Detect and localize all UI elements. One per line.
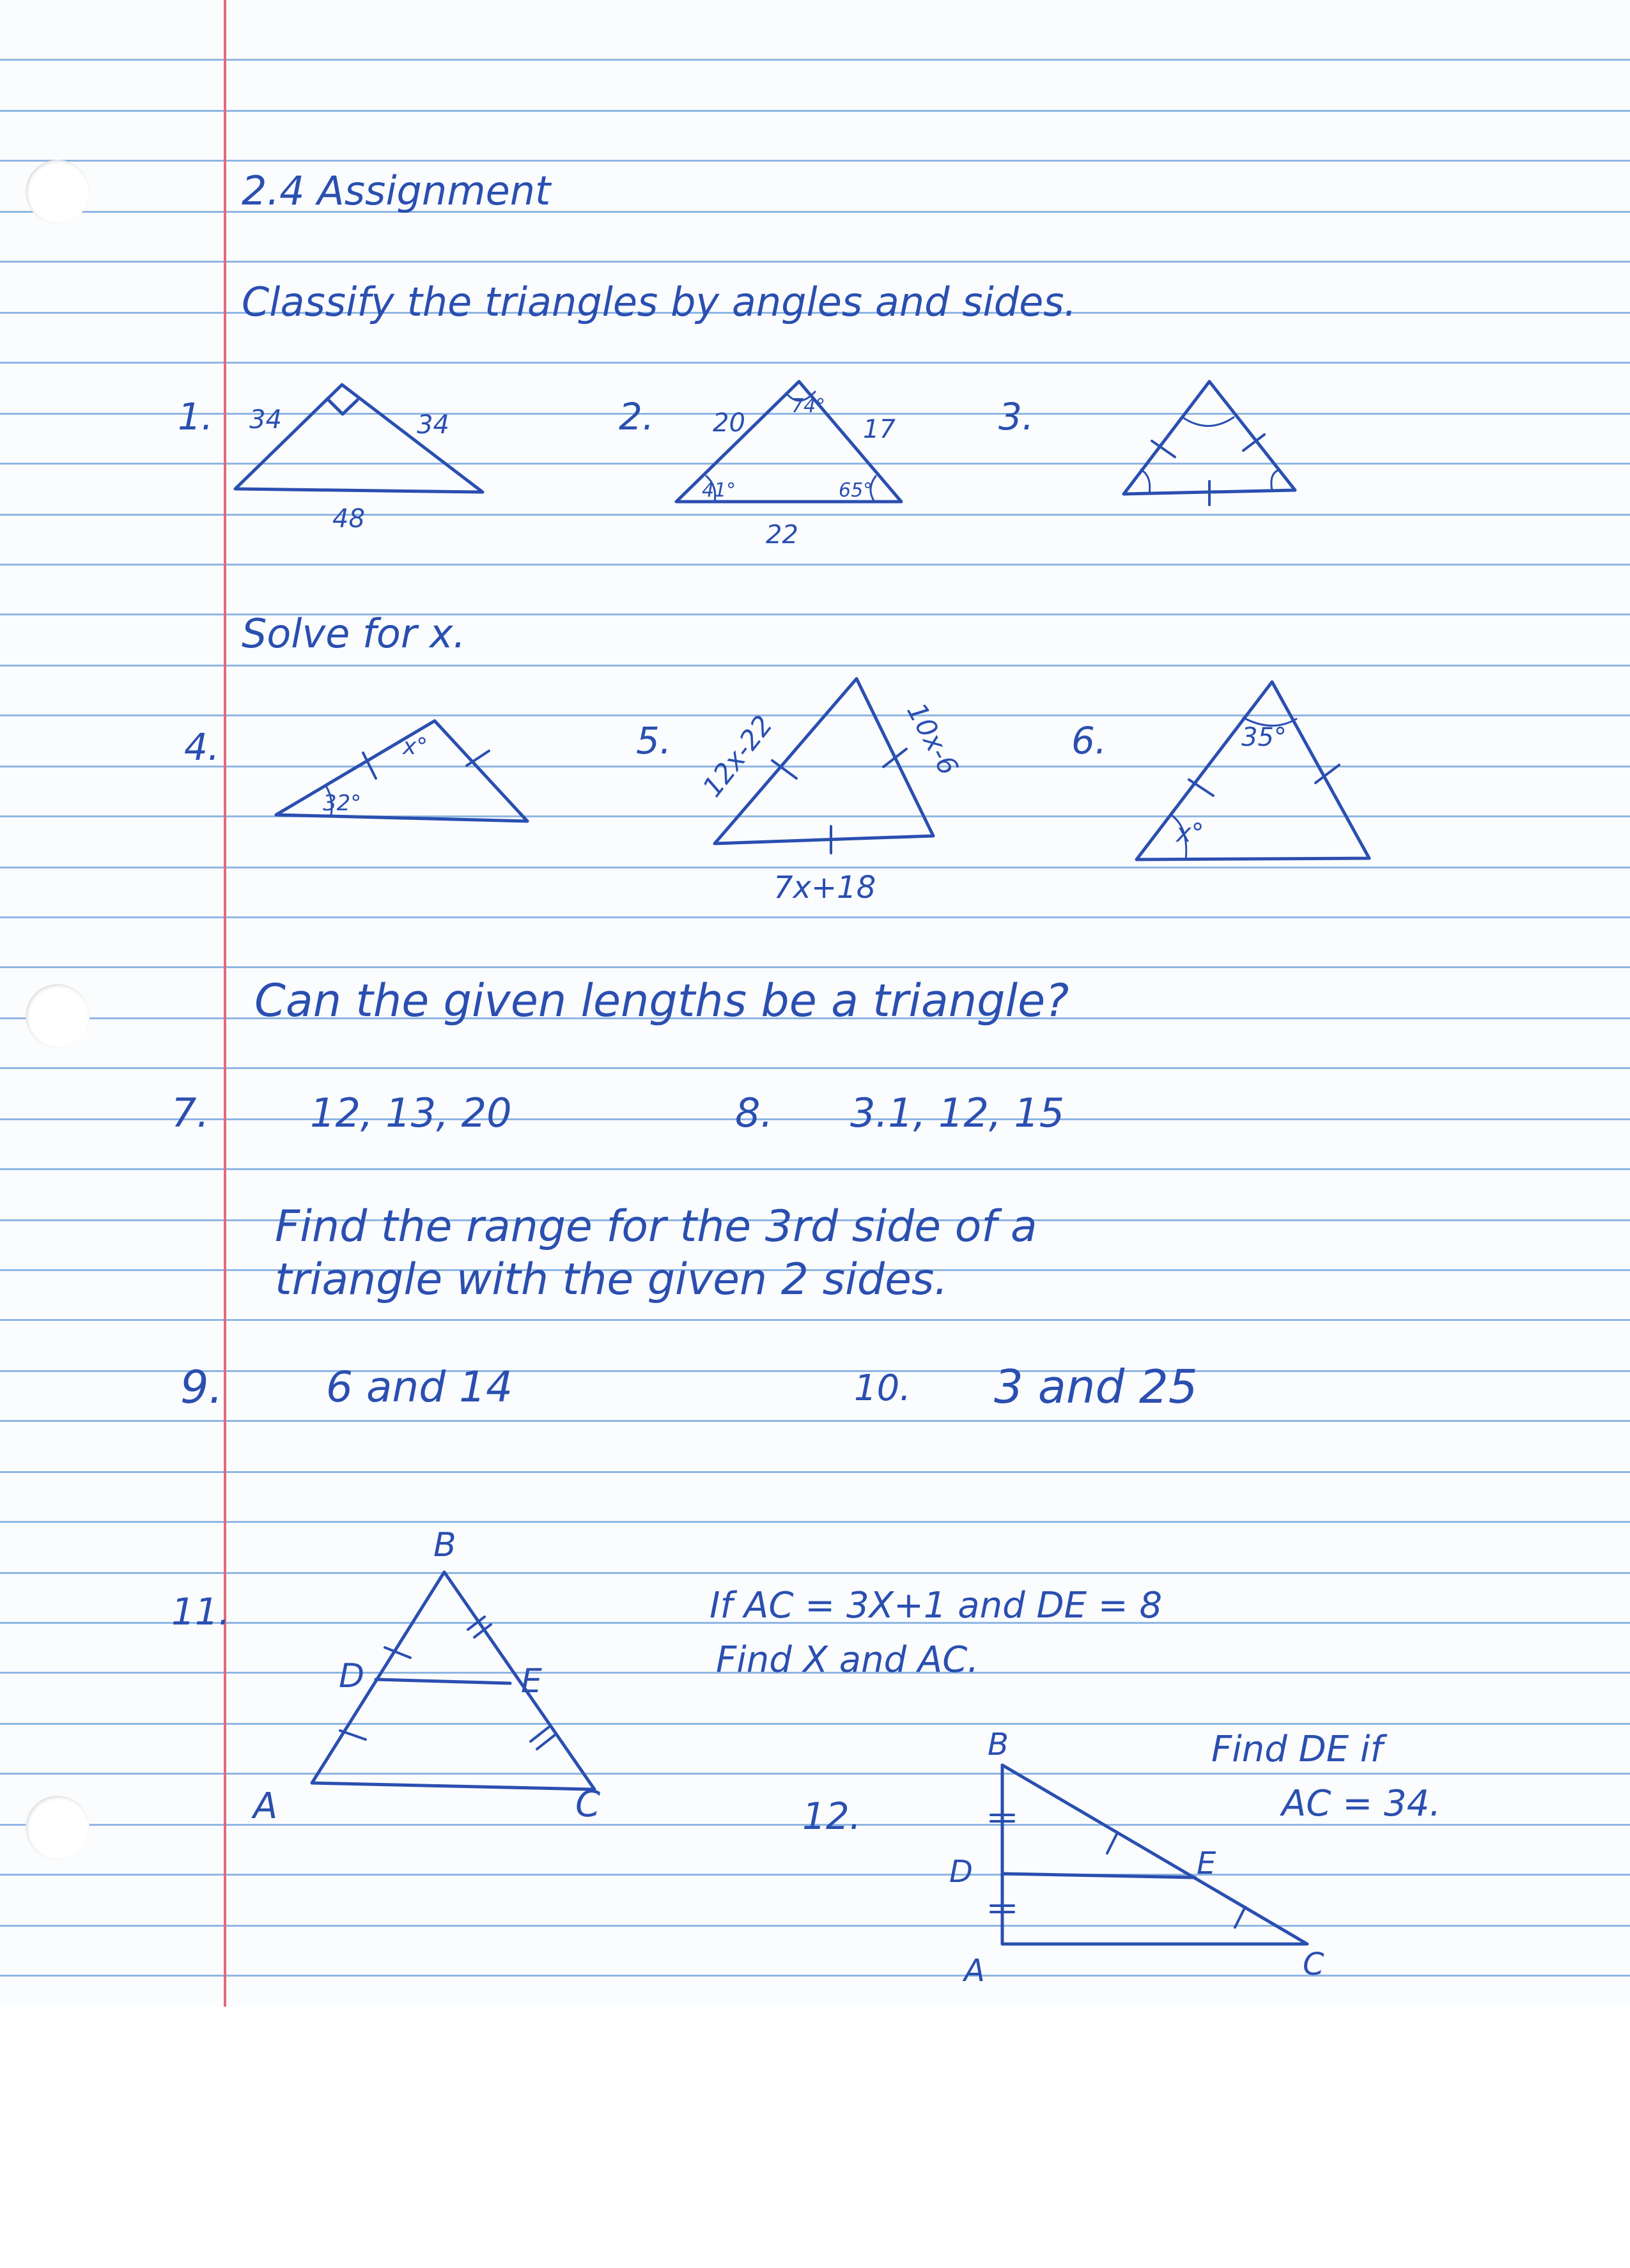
triangle-1 [230, 377, 499, 543]
problem-number: 9. [180, 1361, 223, 1414]
angle-label: 35° [1241, 723, 1287, 752]
problem-number: 2. [619, 395, 655, 438]
vertex-label: C [575, 1784, 601, 1825]
vertex-label: A [964, 1953, 985, 1989]
rule-line [0, 1874, 1630, 1876]
problem-number: 7. [171, 1090, 210, 1136]
problem-11-line1: If AC = 3X+1 and DE = 8 [710, 1585, 1163, 1626]
problem-12-line1: Find DE if [1211, 1729, 1383, 1770]
problem-number: 8. [735, 1090, 773, 1136]
problem-number: 11. [171, 1590, 231, 1633]
binder-hole [26, 1796, 89, 1860]
triangle-4 [268, 709, 537, 837]
angle-label: 41° [702, 479, 736, 502]
problem-number: 4. [184, 725, 220, 769]
base-label: 7x+18 [773, 870, 876, 906]
base-label: 48 [332, 504, 365, 534]
page-title: 2.4 Assignment [242, 167, 551, 214]
rule-line [0, 110, 1630, 112]
angle-label: 65° [839, 479, 873, 502]
vertex-label: B [433, 1526, 456, 1564]
problem-7-text: 12, 13, 20 [310, 1090, 512, 1136]
section-heading-range-line2: triangle with the given 2 sides. [275, 1254, 948, 1305]
binder-hole [26, 984, 89, 1048]
rule-line [0, 1168, 1630, 1170]
triangle-6 [1125, 674, 1381, 866]
problem-10-text: 3 and 25 [994, 1360, 1198, 1414]
rule-line [0, 1975, 1630, 1977]
side-label: 17 [863, 415, 896, 444]
vertex-label: D [339, 1657, 365, 1695]
vertex-label: C [1303, 1947, 1324, 1982]
problem-number: 3. [998, 395, 1034, 438]
section-heading-solve: Solve for x. [242, 610, 466, 657]
binder-hole [26, 160, 89, 224]
rule-line [0, 1471, 1630, 1473]
problem-number: 10. [854, 1368, 912, 1409]
problem-12-line2: AC = 34. [1282, 1783, 1441, 1824]
rule-line [0, 966, 1630, 968]
triangle-3 [1112, 367, 1304, 514]
rule-line [0, 59, 1630, 61]
triangle-11 [243, 1527, 639, 1834]
rule-line [0, 665, 1630, 667]
vertex-label: B [988, 1727, 1009, 1763]
angle-label: 74° [791, 395, 826, 417]
triangle-5 [678, 671, 1036, 920]
angle-label: 32° [323, 791, 362, 816]
rule-line [0, 1925, 1630, 1927]
triangle-2 [671, 374, 940, 559]
side-label: 12x-22 [696, 709, 779, 803]
problem-number: 5. [636, 719, 672, 762]
problem-number: 1. [178, 395, 213, 438]
rule-line [0, 261, 1630, 263]
rule-line [0, 1420, 1630, 1422]
problem-number: 12. [802, 1794, 862, 1838]
vertex-label: E [1197, 1846, 1216, 1881]
margin-line [224, 0, 226, 2007]
section-heading-range-line1: Find the range for the 3rd side of a [275, 1201, 1037, 1252]
rule-line [0, 564, 1630, 566]
vertex-label: E [521, 1662, 542, 1701]
problem-9-text: 6 and 14 [326, 1362, 513, 1412]
problem-number: 6. [1071, 719, 1107, 762]
rule-line [0, 362, 1630, 364]
vertex-label: A [253, 1786, 278, 1827]
base-label: 22 [766, 520, 798, 550]
rule-line [0, 1370, 1630, 1372]
vertex-label: D [949, 1854, 973, 1890]
rule-line [0, 1067, 1630, 1069]
rule-line [0, 1521, 1630, 1523]
problem-11-line2: Find X and AC. [716, 1639, 979, 1681]
side-label: 10x-6 [901, 697, 965, 780]
angle-label: x° [403, 734, 428, 760]
rule-line [0, 1319, 1630, 1321]
problem-8-text: 3.1, 12, 15 [850, 1090, 1065, 1136]
rule-line [0, 1118, 1630, 1120]
section-heading-triangle-question: Can the given lengths be a triangle? [254, 975, 1069, 1027]
angle-label: x° [1176, 819, 1204, 848]
rule-line [0, 160, 1630, 162]
section-heading-classify: Classify the triangles by angles and sides. [242, 279, 1077, 325]
side-label: 34 [417, 410, 449, 440]
side-label: 20 [713, 408, 745, 438]
side-label: 34 [249, 405, 282, 435]
